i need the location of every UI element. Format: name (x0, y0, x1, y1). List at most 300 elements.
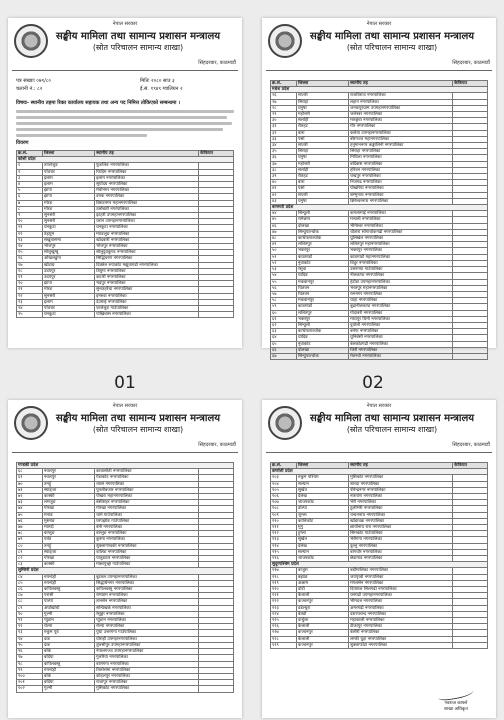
local-level-cell: चन्दननाथ नगरपालिका (349, 512, 453, 518)
local-level-cell: जलेश्वर नगरपालिका (349, 112, 453, 118)
local-levels-table (270, 462, 488, 649)
local-level-cell: नीलकण्ठ नगरपालिका (349, 273, 453, 279)
local-level-cell: जनकपुरधाम उपमहानगरपालिका (349, 105, 453, 111)
district-cell: पर्सा (297, 136, 349, 142)
serial-cell: ४६ (271, 223, 297, 229)
remarks-cell (453, 642, 488, 648)
serial-cell: २७ (271, 99, 297, 105)
serial-cell: ४० (271, 180, 297, 186)
local-level-cell: कुश्मा नगरपालिका (95, 537, 199, 543)
district-cell: बैतडी (297, 611, 349, 617)
district-cell: गुल्मी (43, 686, 95, 692)
local-level-cell: शारदा नगरपालिका (349, 481, 453, 487)
district-cell: कैलाली (297, 593, 349, 599)
serial-cell: ५९ (271, 304, 297, 310)
district-cell: बारा (297, 130, 349, 136)
local-level-cell: रेसुङ्गा नगरपालिका (95, 611, 199, 617)
district-cell: गुल्मी (43, 611, 95, 617)
serial-cell: ९५ (17, 642, 43, 648)
letterhead (262, 18, 496, 76)
district-cell: सुर्खेत (297, 537, 349, 543)
local-level-cell: रोल्पा नगरपालिका (95, 624, 199, 630)
local-level-cell: इलाम नगरपालिका (95, 175, 199, 181)
local-level-cell: छायाँनाथ रारा नगरपालिका (349, 525, 453, 531)
district-cell: महोत्तरी (297, 161, 349, 167)
serial-cell: १०७ (271, 500, 297, 506)
local-level-cell: धनकुटा नगरपालिका (95, 225, 199, 231)
district-cell: कालिकोट (297, 518, 349, 524)
district-cell: मोरङ (43, 206, 95, 212)
serial-cell: १०३ (271, 475, 297, 481)
ministry-title: सङ्घीय मामिला तथा सामान्य प्रशासन मन्त्रालय (55, 31, 221, 42)
local-level-cell: बाणगंगा नगरपालिका (95, 661, 199, 667)
local-level-cell: कावासोती नगरपालिका (95, 469, 199, 475)
local-level-cell: विदुर नगरपालिका (349, 260, 453, 266)
letter-subject: विषयः- स्थानीय तहमा रिक्त कार्यालय सहायक तथा अन्य पद निमित्त तोकिएको सम्बन्धमा । (16, 100, 181, 106)
local-level-cell: फुङलिङ नगरपालिका (95, 163, 199, 169)
district-cell: भक्तपुर (297, 248, 349, 254)
serial-cell: ३४ (271, 143, 297, 149)
local-level-cell: ललितपुर महानगरपालिका (349, 242, 453, 248)
district-cell: तनहुँ (43, 481, 95, 487)
local-level-cell: पाख्रिबास नगरपालिका (95, 312, 199, 318)
serial-cell: ३७ (271, 161, 297, 167)
local-level-cell: चन्द्रपुर नगरपालिका (349, 174, 453, 180)
serial-cell: २५ (17, 312, 43, 318)
district-cell: दैलेख (297, 543, 349, 549)
district-cell: रुपन्देही (43, 580, 95, 586)
district-cell: पाँचथर (43, 169, 95, 175)
local-level-cell: रामग्राम नगरपालिका (95, 593, 199, 599)
local-level-cell: बागचौर नगरपालिका (349, 549, 453, 555)
local-level-cell: भक्तपुर नगरपालिका (349, 248, 453, 254)
district-cell: जाजरकोट (297, 500, 349, 506)
local-level-cell: गैंडाकोट नगरपालिका (95, 475, 199, 481)
district-cell: रौतहट (297, 174, 349, 180)
local-level-cell: बुढानीलकण्ठ नगरपालिका (349, 304, 453, 310)
serial-cell: ११३ (271, 537, 297, 543)
local-level-cell: जयपृथ्वी नगरपालिका (349, 574, 453, 580)
table-row (271, 642, 488, 648)
district-cell: सप्तरी (297, 143, 349, 149)
district-cell: धनुषा (297, 198, 349, 204)
letter-body (16, 110, 234, 137)
letterhead (8, 400, 242, 458)
district-cell: इलाम (43, 175, 95, 181)
serial-cell: ७९ (17, 537, 43, 543)
serial-cell: ९ (17, 213, 43, 219)
serial-cell: ७४ (17, 506, 43, 512)
local-level-cell: सिमकोट गाउँपालिका (349, 531, 453, 537)
serial-cell: ७ (17, 200, 43, 206)
local-level-cell: भोजपुर नगरपालिका (95, 244, 199, 250)
serial-cell: ५७ (271, 291, 297, 297)
serial-cell: ८१ (17, 549, 43, 555)
district-cell: कञ्चनपुर (297, 630, 349, 636)
local-level-cell: थाहा नगरपालिका (349, 298, 453, 304)
local-level-cell: सिद्धार्थनगर नगरपालिका (95, 580, 199, 586)
local-level-cell: बिराटनगर महानगरपालिका (95, 200, 199, 206)
district-cell: ललितपुर (297, 310, 349, 316)
serial-cell: ४९ (271, 242, 297, 248)
col-header: क्र.सं. (271, 463, 297, 469)
serial-cell: १ (17, 163, 43, 169)
serial-cell: ३२ (271, 130, 297, 136)
place-label: सिंहदरबार, काठमाडौं (452, 60, 490, 66)
letterhead (262, 400, 496, 458)
local-level-cell: शम्भुनाथ नगरपालिका (349, 192, 453, 198)
district-cell: दाङ (43, 642, 95, 648)
district-cell: कपिलवस्तु (43, 587, 95, 593)
gov-label: नेपाल सरकार (112, 21, 138, 27)
serial-cell: ५६ (271, 285, 297, 291)
serial-cell: १०२ (17, 686, 43, 692)
district-cell: सिन्धुपाल्चोक (297, 353, 349, 359)
district-cell: रुपन्देही (43, 574, 95, 580)
serial-cell: ७१ (17, 487, 43, 493)
serial-cell: ४७ (271, 229, 297, 235)
serial-cell: ७५ (17, 512, 43, 518)
col-header: स्थानीय तह (349, 463, 453, 469)
serial-cell: ५० (271, 248, 297, 254)
district-cell: भोजपुर (43, 244, 95, 250)
serial-cell: २३ (17, 299, 43, 305)
district-cell: चितवन (297, 285, 349, 291)
serial-cell: २ (17, 169, 43, 175)
local-level-cell: भेरी नगरपालिका (349, 500, 453, 506)
serial-cell: ३१ (271, 124, 297, 130)
ministry-title: सङ्घीय मामिला तथा सामान्य प्रशासन मन्त्रालय (309, 413, 475, 424)
serial-cell: ५८ (271, 298, 297, 304)
local-level-cell: नारायण नगरपालिका (349, 494, 453, 500)
district-cell: कैलाली (297, 624, 349, 630)
local-level-cell: शुक्लागण्डकी नगरपालिका (95, 543, 199, 549)
serial-cell: ८७ (17, 593, 43, 599)
local-level-cell: प्युठान नगरपालिका (95, 618, 199, 624)
district-cell: रुपन्देही (43, 667, 95, 673)
serial-cell: ६८ (17, 469, 43, 475)
serial-cell: ६७ (271, 353, 297, 359)
col-header: कैफियत (453, 81, 488, 87)
local-level-cell: व्यास नगरपालिका (95, 481, 199, 487)
district-cell: सल्यान (297, 481, 349, 487)
local-levels-table (270, 80, 488, 360)
local-level-cell: बर्दिबास नगरपालिका (349, 161, 453, 167)
district-cell: प्युठान (43, 618, 95, 624)
local-level-cell: इनरुवा नगरपालिका (95, 293, 199, 299)
district-cell: ओखलढुंगा (43, 256, 95, 262)
document-page-1[interactable] (8, 18, 242, 348)
province-name: मधेश प्रदेश (271, 87, 488, 93)
local-level-cell: पोखरा महानगरपालिका (95, 494, 199, 500)
col-header: कैफियत (199, 151, 234, 157)
local-level-cell: बेलौरी नगरपालिका (349, 630, 453, 636)
local-level-cell: छेडागाड नगरपालिका (349, 556, 453, 562)
district-cell: कञ्चनपुर (297, 642, 349, 648)
serial-cell: ५२ (271, 260, 297, 266)
serial-cell: ६१ (271, 316, 297, 322)
serial-cell: ११८ (271, 574, 297, 580)
district-cell: धनकुटा (43, 225, 95, 231)
district-cell: इलाम (43, 299, 95, 305)
serial-cell: ४४ (271, 211, 297, 217)
province-name: बागमती प्रदेश (271, 205, 488, 211)
district-cell: नुवाकोट (297, 260, 349, 266)
serial-cell: ३ (17, 175, 43, 181)
serial-cell: ६५ (271, 341, 297, 347)
serial-cell: २० (17, 281, 43, 287)
district-cell: मुस्ताङ (43, 518, 95, 524)
local-level-cell: सिराहा नगरपालिका (349, 149, 453, 155)
letter-meta (8, 76, 242, 100)
letterhead (8, 18, 242, 76)
local-levels-table (16, 462, 234, 693)
document-page-2[interactable] (262, 18, 496, 359)
district-cell: उदयपुर (43, 275, 95, 281)
local-level-cell: दुधौली नगरपालिका (349, 322, 453, 328)
local-level-cell: धनगढी उपमहानगरपालिका (349, 593, 453, 599)
signatory-designation: शाखा अधिकृत (444, 707, 468, 712)
district-cell: डडेल्धुरा (297, 605, 349, 611)
serial-cell: १३ (17, 237, 43, 243)
local-level-cell: लम्की चुहा नगरपालिका (349, 636, 453, 642)
district-cell: बाग्लुङ (43, 531, 95, 537)
serial-cell: २१ (17, 287, 43, 293)
local-level-cell: बडीमालिका नगरपालिका (349, 568, 453, 574)
serial-cell: ३८ (271, 167, 297, 173)
district-cell: मनाङ (43, 512, 95, 518)
document-page-4[interactable] (262, 400, 496, 718)
section-title: (स्रोत परिचालन सामान्य शाखा) (346, 43, 438, 52)
local-level-cell: सिद्धिचरण नगरपालिका (95, 256, 199, 262)
local-level-cell: जिरी नगरपालिका (349, 347, 453, 353)
serial-cell: २९ (271, 112, 297, 118)
district-cell: खोटाङ (43, 262, 95, 268)
district-cell: बर्दिया (43, 680, 95, 686)
district-cell: सप्तरी (297, 93, 349, 99)
local-level-cell: क्षिरेश्वरनाथ नगरपालिका (349, 198, 453, 204)
serial-cell: १९ (17, 275, 43, 281)
district-cell: दैलेख (297, 494, 349, 500)
province-name: कर्णाली प्रदेश (271, 469, 488, 475)
serial-cell: ८३ (17, 562, 43, 568)
page-caption-01: 01 (114, 373, 136, 393)
province-name: सुदूरपश्चिम प्रदेश (271, 562, 488, 568)
district-cell: डोटी (297, 587, 349, 593)
serial-cell: ७८ (17, 531, 43, 537)
district-cell: कञ्चनपुर (297, 599, 349, 605)
district-cell: कास्की (43, 562, 95, 568)
local-level-cell: बाग्लुङ नगरपालिका (95, 531, 199, 537)
serial-cell: १२८ (271, 636, 297, 642)
district-cell: भक्तपुर (297, 316, 349, 322)
local-level-cell: महाकाली नगरपालिका (349, 618, 453, 624)
district-cell: परासी (43, 593, 95, 599)
signature-block (426, 688, 486, 712)
local-level-cell: शुक्लाफाँटा नगरपालिका (349, 642, 453, 648)
serial-cell: ५५ (271, 279, 297, 285)
district-cell: सुनसरी (43, 213, 95, 219)
district-cell: मकवानपुर (297, 298, 349, 304)
local-level-cell: भीमदत्त नगरपालिका (349, 599, 453, 605)
district-cell: धादिङ (297, 273, 349, 279)
district-cell: सल्यान (297, 549, 349, 555)
local-level-cell: बेनी नगरपालिका (95, 525, 199, 531)
local-level-cell: मिथिला नगरपालिका (349, 155, 453, 161)
local-level-cell: सूर्योदय नगरपालिका (95, 182, 199, 188)
document-page-3[interactable] (8, 400, 242, 718)
local-level-cell: म्याङलुङ नगरपालिका (95, 231, 199, 237)
local-level-cell: तुलसीपुर उपमहानगरपालिका (95, 642, 199, 648)
serial-cell: ३० (271, 118, 297, 124)
serial-cell: १२७ (271, 630, 297, 636)
serial-cell: ९६ (17, 649, 43, 655)
district-cell: उदयपुर (43, 268, 95, 274)
district-cell: गोरखा (43, 556, 95, 562)
table-row (271, 353, 488, 359)
place-label: सिंहदरबार, काठमाडौं (198, 442, 236, 448)
district-cell: रामेछाप (297, 217, 349, 223)
local-level-cell: दशरथचन्द नगरपालिका (349, 611, 453, 617)
district-cell: मकवानपुर (297, 279, 349, 285)
section-title: (स्रोत परिचालन सामान्य शाखा) (92, 43, 184, 52)
serial-cell: ११ (17, 225, 43, 231)
serial-cell: ९२ (17, 624, 43, 630)
gov-label: नेपाल सरकार (366, 403, 392, 409)
serial-cell: १२९ (271, 642, 297, 648)
local-level-cell: भरतपुर महानगरपालिका (349, 285, 453, 291)
local-level-cell: सन्धिखर्क नगरपालिका (95, 605, 199, 611)
district-cell: संखुवासभा (43, 237, 95, 243)
local-level-cell: बनेपा नगरपालिका (349, 329, 453, 335)
local-level-cell: पालुङटार नगरपालिका (95, 556, 199, 562)
serial-cell: ८ (17, 206, 43, 212)
serial-cell: ३९ (271, 174, 297, 180)
district-cell: तनहुँ (43, 543, 95, 549)
serial-cell: ३५ (271, 149, 297, 155)
local-level-cell: तानसेन नगरपालिका (95, 599, 199, 605)
local-level-cell: त्रियुगा नगरपालिका (95, 268, 199, 274)
district-cell: चितवन (297, 291, 349, 297)
district-cell: बर्दिया (43, 655, 95, 661)
serial-cell: ६ (17, 194, 43, 200)
district-cell: सिन्धुली (297, 211, 349, 217)
serial-cell: ९४ (17, 636, 43, 642)
district-cell: बझाङ (297, 574, 349, 580)
local-level-cell: अमरगढी नगरपालिका (349, 605, 453, 611)
serial-cell: ८६ (17, 587, 43, 593)
district-cell: मोरङ (43, 200, 95, 206)
local-level-cell: ठुलीभेरी नगरपालिका (349, 506, 453, 512)
district-cell: ताप्लेजुङ (43, 163, 95, 169)
local-level-cell: पोखरिया नगरपालिका (349, 186, 453, 192)
local-level-cell: बीरगञ्ज महानगरपालिका (349, 136, 453, 142)
local-level-cell: कमलामाई नगरपालिका (349, 211, 453, 217)
serial-cell: ७६ (17, 518, 43, 524)
district-cell: बाँके (43, 673, 95, 679)
local-level-cell: बुटवल उपमहानगरपालिका (95, 574, 199, 580)
section-title: (स्रोत परिचालन सामान्य शाखा) (346, 425, 438, 434)
district-cell: काभ्रेपलाञ्चोक (297, 329, 349, 335)
serial-cell: ११४ (271, 543, 297, 549)
district-cell: धनकुटा (43, 312, 95, 318)
local-level-cell: कटारी नगरपालिका (95, 275, 199, 281)
col-header: जिल्ला (43, 151, 95, 157)
patra-number: पत्र संख्याः ०७९/८० (16, 78, 51, 84)
province-name: गण्डकी प्रदेश (17, 463, 234, 469)
col-header: कैफियत (453, 463, 488, 469)
district-cell: झापा (43, 188, 95, 194)
serial-cell: २८ (271, 105, 297, 111)
serial-cell: १०५ (271, 487, 297, 493)
district-cell: डोल्पा (297, 506, 349, 512)
local-level-cell: हनुमाननगर कङ्कालिनी नगरपालिका (349, 143, 453, 149)
local-level-cell: वालिङ नगरपालिका (95, 549, 199, 555)
district-cell: सुनसरी (43, 219, 95, 225)
col-header: स्थानीय तह (95, 151, 199, 157)
serial-cell: ९९ (17, 667, 43, 673)
letter-date: मितिः २०८० साउ ३ (140, 78, 175, 84)
district-cell: जुम्ला (297, 512, 349, 518)
serial-cell: ११७ (271, 568, 297, 574)
district-cell: रसुवा (297, 267, 349, 273)
col-header: जिल्ला (297, 81, 349, 87)
district-cell: अर्घाखाँची (43, 605, 95, 611)
serial-cell: ६४ (271, 335, 297, 341)
local-level-cell: घोराही उपमहानगरपालिका (95, 636, 199, 642)
serial-cell: ६३ (271, 329, 297, 335)
local-level-cell: भीमेश्वर नगरपालिका (349, 223, 453, 229)
district-cell: कास्की (43, 494, 95, 500)
section-title: (स्रोत परिचालन सामान्य शाखा) (92, 425, 184, 434)
district-cell: सप्तरी (297, 192, 349, 198)
province-name: लुम्बिनी प्रदेश (17, 568, 234, 574)
serial-cell: १६ (17, 256, 43, 262)
district-cell: म्याग्दी (43, 525, 95, 531)
serial-cell: ५३ (271, 267, 297, 273)
local-level-cell: फालेलुङ गाउँपालिका (95, 306, 199, 312)
serial-cell: १४ (17, 244, 43, 250)
serial-cell: ११९ (271, 580, 297, 586)
local-level-cell: दमक नगरपालिका (95, 194, 199, 200)
serial-cell: १०० (17, 673, 43, 679)
local-level-cell: कपिलवस्तु नगरपालिका (95, 587, 199, 593)
local-level-cell: खाँडाचक्र नगरपालिका (349, 518, 453, 524)
district-cell: झापा (43, 281, 95, 287)
local-level-cell: तिलोत्तमा नगरपालिका (95, 667, 199, 673)
local-level-cell: गुलरिया नगरपालिका (95, 655, 199, 661)
local-level-cell: फिदिम नगरपालिका (95, 169, 199, 175)
local-level-cell: धुलिखेल नगरपालिका (349, 236, 453, 242)
serial-cell: १२ (17, 231, 43, 237)
serial-cell: २४ (17, 306, 43, 312)
local-level-cell: राजविराज नगरपालिका (349, 93, 453, 99)
local-level-cell: धुनिबेंसी नगरपालिका (349, 335, 453, 341)
serial-cell: ८८ (17, 599, 43, 605)
local-level-cell: मेलम्ची नगरपालिका (349, 353, 453, 359)
table-label: विवरण (16, 140, 29, 146)
serial-cell: ८४ (17, 574, 43, 580)
serial-cell: ९० (17, 611, 43, 617)
letter-date-en: ई.सं. १९४९ ग्वालियन २ (140, 86, 183, 92)
serial-cell: ९१ (17, 618, 43, 624)
district-cell: सर्लाही (297, 167, 349, 173)
serial-cell: ३३ (271, 136, 297, 142)
serial-cell: ६६ (271, 347, 297, 353)
local-level-cell: हेटौंडा उपमहानगरपालिका (349, 279, 453, 285)
serial-cell: ७३ (17, 500, 43, 506)
district-cell: पाल्पा (43, 599, 95, 605)
